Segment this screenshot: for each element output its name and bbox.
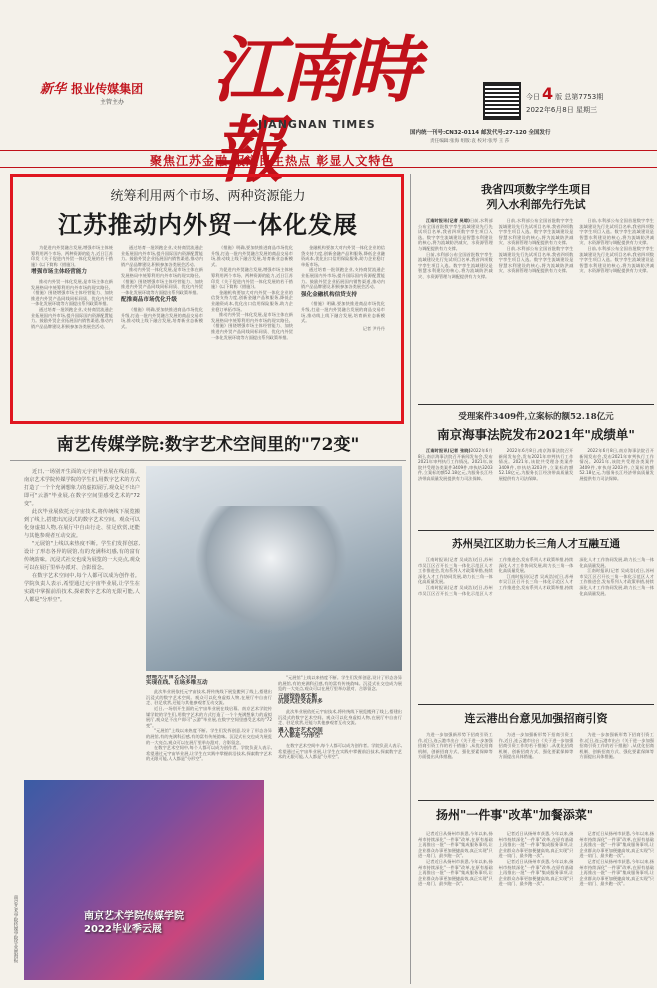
lead-body-5b: 金融机构要加大对内外贸一体化企业的信贷支持力度,创新金融产品和服务,降低企业融资成本,优化出口信用保险服务,助力企业稳订单拓市场。 (301, 245, 385, 267)
suzhou-body-3: 江南时报讯(记者 吴成浩)近日,苏州市吴江区召开长三角一体化示范区人才工作推进会,发布系列人才政策举措,持续深化人才工作协同发展,助力长三角一体化高质量发展。 (498, 557, 654, 590)
lead-body-1b: 为促进内外贸融合发展,增强市场主体统筹利用两个市场、两种资源的能力,近日江苏印发《关于促进内外贸一体化发展的若干措施》(以下简称《措施》)。 (211, 267, 293, 290)
yangzhou-body-3: 记者近日从扬州市获悉,今年以来,扬州市持续深化"一件事"改革,在原有基础上再推出一批"一件事"集成服务事项,让企业群众办事更加便捷高效,真正实现"只进一扇门、最多跑一次"。 (498, 831, 574, 859)
bottom-poster-title: 南京艺术学院传媒学院 2022毕业季云展 (84, 911, 184, 935)
right-top-body-5: 日前,水利部公布全国首批数字孪生流域建设先行先试项目名单,我省四项数字孪生项目入选。数字孪生流域建设是智慧水利建设的核心,将为流域防洪减灾、水资源管理与调配提供有力支撑。 (579, 218, 654, 246)
suzhou-headline: 苏州吴江区助力长三角人才互融互通 (452, 538, 620, 550)
edition-box (526, 84, 651, 124)
bottom-body-2b: 此次毕业展依托元宇宙技术,将传统线下展览搬到了线上,搭建出沉浸式的数字艺术空间。观众可以化身虚拟人物,在展厅中自由行走、驻足欣赏,还能与其他参观者互动交流。 (146, 689, 272, 706)
right-top-headline: 我省四项数字学生项目 列入水利部先行先试 (481, 183, 591, 211)
lead-sub-2: 配推商品市场优化升级 (121, 297, 177, 304)
lianyungang-headline: 连云港出台意见加强招商引资 (464, 712, 608, 725)
lead-body-4b: 《措施》明确,要加快推进商品市场优化升级,打造一批内外贸融合发展的商品交易市场,推动线上线下融合发展,培育新业态新模式。 (211, 245, 293, 267)
yangzhou-body-6: 记者近日从扬州市获悉,今年以来,扬州市持续深化"一件事"改革,在原有基础上再推出一批"一件事"集成服务事项,让企业群众办事更加便捷高效,真正实现"只进一扇门、最多跑一次"。 (579, 858, 654, 887)
yangzhou-body-2: 记者近日从扬州市获悉,今年以来,扬州市持续深化"一件事"改革,在原有基础上再推出一批"一件事"集成服务事项,让企业群众办事更加便捷高效,真正实现"只进一扇门、最多跑一次"。 (418, 858, 493, 887)
yangzhou-headline: 扬州"一件事"改革"加餐添菜" (436, 808, 594, 822)
slogan-bar (0, 150, 657, 168)
lead-body-3b: 推动内外贸一体化发展,是市场主体在新发展格局中统筹利用内外市场的现实路径。《措施》围绕增强市场主体经营能力、加快推进内外贸产品同线同标同质、优化内外贸一体化发展环境等方面提出系列政策举措。 (121, 267, 203, 295)
right-top-body-3: 日前,水利部公布全国首批数字孪生流域建设先行先试项目名单,我省四项数字孪生项目入选。数字孪生流域建设是智慧水利建设的核心,将为流域防洪减灾、水资源管理与调配提供有力支撑。 (498, 218, 574, 246)
lead-body-4: 《措施》明确,要加快推进商品市场优化升级,打造一批内外贸融合发展的商品交易市场,推动线上线下融合发展,培育新业态新模式。 (121, 306, 203, 329)
lianyungang-body-3: 为进一步加强新形势下招商引资工作,近日,连云港市出台《关于进一步加强招商引资工作的若干措施》,从优化招商机制、创新招商方式、强化要素保障等方面提出具体措施。 (579, 732, 654, 760)
lead-sub-1: 增强市场主体经营能力 (31, 269, 87, 276)
edition-unit: 版 (555, 93, 563, 101)
bottom-top-photo (146, 466, 402, 671)
right-top-body-6: 日前,水利部公布全国首批数字孪生流域建设先行先试项目名单,我省四项数字孪生项目入选。数字孪生流域建设是智慧水利建设的核心,将为流域防洪减灾、水资源管理与调配提供有力支撑。 (579, 245, 654, 274)
bottom-headline: 南艺传媒学院:数字艺术空间里的"72变" (56, 435, 360, 455)
lead-sub-3: 强化金融机构信贷支持 (301, 291, 357, 298)
bottom-body-2c: 此次毕业展依托元宇宙技术,将传统线下展览搬到了线上,搭建出沉浸式的数字艺术空间。观众可以化身虚拟人物,在展厅中自由行走、驻足欣赏,还能与其他参观者互动交流。 (278, 708, 402, 726)
lead-kicker: 统筹利用两个市场、两种资源能力 (110, 189, 306, 204)
lead-col-1 (31, 245, 113, 415)
suzhou-body-2: 江南时报讯(记者 吴成浩)近日,苏州市吴江区召开长三角一体化示范区人才工作推进会,发布系列人才政策举措,持续深化人才工作协同发展,助力长三角一体化高质量发展。 (418, 557, 574, 596)
group-sub: 主管主办 (100, 99, 125, 106)
lianyungang-body-2: 为进一步加强新形势下招商引资工作,近日,连云港市出台《关于进一步加强招商引资工作的若干措施》,从优化招商机制、创新招商方式、强化要素保障等方面提出具体措施。 (498, 732, 574, 760)
bottom-body-4: 在数字艺术空间中,每个人都可以成为创作者。学院负责人表示,希望通过元宇宙毕业展,让学生在实践中掌握前沿技术,探索数字艺术的无限可能,人人都是"分形空"。 (24, 573, 140, 603)
editors-line: 责任编辑:张海 组版:袁 校对:张琴 王 莎 (430, 139, 510, 144)
edition-pages: 4 (542, 84, 554, 103)
divider-2 (418, 530, 654, 531)
bottom-body-3: "元展馆"上线以来热度不断。学生们发挥创意,设计了形态各异的展馆,有的充满科幻感,有的富有传统韵味。沉浸式社交也成为展览的一大亮点,观众可以在展厅里举办派对、合影留念。 (24, 541, 140, 571)
cn-line: 国内统一刊号:CN32-0114 邮发代号:27-120 全国发行 (410, 130, 551, 136)
lead-body-5: 金融机构要加大对内外贸一体化企业的信贷支持力度,创新金融产品和服务,降低企业融资成本,优化出口信用保险服务,助力企业稳订单拓市场。 (211, 289, 293, 312)
suzhou-article (418, 536, 654, 656)
right-mid-body (418, 448, 654, 528)
yangzhou-article (418, 806, 654, 984)
right-mid-headline: 南京海事法院发布2021年"成绩单" (437, 427, 635, 442)
divider-4 (418, 800, 654, 801)
masthead-pinyin: JIANGNAN TIMES (258, 118, 376, 131)
divider-3 (418, 704, 654, 705)
yangzhou-body-4: 记者近日从扬州市获悉,今年以来,扬州市持续深化"一件事"改革,在原有基础上再推出一批"一件事"集成服务事项,让企业群众办事更加便捷高效,真正实现"只进一扇门、最多跑一次"。 (498, 858, 574, 887)
lead-byline: 记者 尹丹丹 (362, 325, 385, 331)
right-top-body-4: 日前,水利部公布全国首批数字孪生流域建设先行先试项目名单,我省四项数字孪生项目入选。数字孪生流域建设是智慧水利建设的核心,将为流域防洪减灾、水资源管理与调配提供有力支撑。 (498, 245, 574, 274)
bottom-sub-3: 遇入数字艺术空间 人人都是"分形空" (278, 727, 323, 740)
divider-1 (418, 404, 654, 405)
lead-body-2b: 通过培育一批领跑企业,支持商贸流通企业拓展国内外市场,提升国际国内资源配置能力。鼓励外贸企业拓展国内销售渠道,推动内销产品品牌建设,积极参加各类展会活动。 (31, 306, 113, 329)
bottom-col-1 (24, 468, 140, 768)
lead-headline: 江苏推动内外贸一体化发展 (58, 210, 358, 239)
lead-article (10, 174, 404, 424)
bottom-article (10, 430, 406, 985)
bottom-body-4b: 在数字艺术空间中,每个人都可以成为创作者。学院负责人表示,希望通过元宇宙毕业展,让学生在实践中掌握前沿技术,探索数字艺术的无限可能,人人都是"分形空"。 (146, 745, 272, 762)
bottom-sub-1: 搭建元宇宙艺术空间 实现在线、在场多维互动 (146, 675, 208, 686)
lead-body-2: 推动内外贸一体化发展,是市场主体在新发展格局中统筹利用内外市场的现实路径。《措施》围绕增强市场主体经营能力、加快推进内外贸产品同线同标同质、优化内外贸一体化发展环境等方面提出系列政策举措。 (31, 278, 113, 307)
bottom-sub-2: 元展馆热度不断 沉浸式社交花样多 (278, 693, 323, 706)
issue-date: 2022年6月8日 星期三 (526, 106, 597, 114)
bottom-poster-caption: 南京艺术学院传媒学院毕业展海报 (13, 895, 18, 963)
right-top-lead: 江南时报讯(记者 吴琼) (426, 218, 470, 223)
lead-body-1: 为促进内外贸融合发展,增强市场主体统筹利用两个市场、两种资源的能力,近日江苏印发《关于促进内外贸一体化发展的若干措施》(以下简称《措施》)。 (31, 245, 113, 267)
bottom-body-4c: 在数字艺术空间中,每个人都可以成为创作者。学院负责人表示,希望通过元宇宙毕业展,让学生在实践中掌握前沿技术,探索数字艺术的无限可能,人人都是"分形空"。 (278, 742, 402, 760)
lead-col-2 (121, 245, 203, 415)
right-mid-body-2: 2022年6月8日,南京海事法院召开新闻发布会,发布2021年审判执行工作情况。2021年,该院共受理各类案件3409件,审执结3203件,立案标的额52.18亿元,为服务长江经济带高质量发展提供有力司法保障。 (498, 448, 574, 481)
slogan-text: 聚焦江苏金融 报道民生热点 彰显人文特色 (150, 154, 395, 168)
suzhou-body (418, 557, 654, 657)
right-mid-article (418, 410, 654, 530)
bottom-body-1b: 近日,一场别开生面的元宇宙毕业展在线启幕。南京艺术学院传媒学院的学生们,用数字艺术的方式打造了一个个充满想象力的虚拟展厅,观众足不出户即可"云游"毕业展,在数字空间里感受艺术的"72变"。 (146, 705, 272, 728)
bottom-body-3b: "元展馆"上线以来热度不断。学生们发挥创意,设计了形态各异的展馆,有的充满科幻感,有的富有传统韵味。沉浸式社交也成为展览的一大亮点,观众可以在展厅里举办派对、合影留念。 (146, 728, 272, 745)
lead-col-3 (211, 245, 293, 415)
yangzhou-body (418, 831, 654, 981)
qr-code (483, 82, 521, 120)
right-top-body-text: 日前,水利部公布全国首批数字孪生流域建设先行先试项目名单,我省四项数字孪生项目入选。数字孪生流域建设是智慧水利建设的核心,将为流域防洪减灾、水资源管理与调配提供有力支撑。 (418, 218, 493, 251)
group-logo-brand: 新华 (40, 82, 67, 97)
edition-label: 今日 (526, 93, 540, 101)
lead-body-2c: 推动内外贸一体化发展,是市场主体在新发展格局中统筹利用内外市场的现实路径。《措施》围绕增强市场主体经营能力、加快推进内外贸产品同线同标同质、优化内外贸一体化发展环境等方面提出系列政策举措。 (211, 312, 293, 340)
yangzhou-body-1: 记者近日从扬州市获悉,今年以来,扬州市持续深化"一件事"改革,在原有基础上再推出一批"一件事"集成服务事项,让企业群众办事更加便捷高效,真正实现"只进一扇门、最多跑一次"。 (418, 831, 493, 859)
lead-body-3c: 通过培育一批领跑企业,支持商贸流通企业拓展国内外市场,提升国际国内资源配置能力。鼓励外贸企业拓展国内销售渠道,推动内销产品品牌建设,积极参加各类展会活动。 (301, 267, 385, 290)
lianyungang-article (418, 710, 654, 800)
lead-body-3: 通过培育一批领跑企业,支持商贸流通企业拓展国内外市场,提升国际国内资源配置能力。鼓励外贸企业拓展国内销售渠道,推动内销产品品牌建设,积极参加各类展会活动。 (121, 245, 203, 267)
group-name: 报业传媒集团 (71, 82, 144, 96)
right-top-body (418, 218, 654, 398)
yangzhou-body-5: 记者近日从扬州市获悉,今年以来,扬州市持续深化"一件事"改革,在原有基础上再推出一批"一件事"集成服务事项,让企业群众办事更加便捷高效,真正实现"只进一扇门、最多跑一次"。 (579, 831, 654, 859)
right-mid-lead: 江南时报讯(记者 张晓) (426, 448, 471, 453)
masthead-title: 江南時報 (212, 27, 417, 192)
bottom-col-3 (278, 675, 402, 975)
lead-col-4 (301, 245, 385, 415)
suzhou-body-1: 江南时报讯(记者 吴成浩)近日,苏州市吴江区召开长三角一体化示范区人才工作推进会,发布系列人才政策举措,持续深化人才工作协同发展,助力长三角一体化高质量发展。 (418, 557, 493, 585)
bottom-top-photo-figure (196, 506, 346, 636)
right-top-body-2: 日前,水利部公布全国首批数字孪生流域建设先行先试项目名单,我省四项数字孪生项目入选。数字孪生流域建设是智慧水利建设的核心,将为流域防洪减灾、水资源管理与调配提供有力支撑。 (418, 251, 493, 279)
lianyungang-body-1: 为进一步加强新形势下招商引资工作,近日,连云港市出台《关于进一步加强招商引资工作的若干措施》,从优化招商机制、创新招商方式、强化要素保障等方面提出具体措施。 (418, 732, 493, 760)
right-mid-body-3: 2022年6月8日,南京海事法院召开新闻发布会,发布2021年审判执行工作情况。2021年,该院共受理各类案件3409件,审执结3203件,立案标的额52.18亿元,为服务长江经济带高质量发展提供有力司法保障。 (579, 448, 654, 481)
right-mid-body-text: 2022年6月8日,南京海事法院召开新闻发布会,发布2021年审判执行工作情况。2021年,该院共受理各类案件3409件,审执结3203件,立案标的额52.18亿元,为服务长江经济带高质量发展提供有力司法保障。 (418, 448, 493, 481)
issue-no: 总第7753期 (564, 93, 604, 101)
group-logo (40, 78, 180, 106)
bottom-body-2: 此次毕业展依托元宇宙技术,将传统线下展览搬到了线上,搭建出沉浸式的数字艺术空间。观众可以化身虚拟人物,在展厅中自由行走、驻足欣赏,还能与其他参观者互动交流。 (24, 509, 140, 539)
lead-body-4c: 《措施》明确,要加快推进商品市场优化升级,打造一批内外贸融合发展的商品交易市场,推动线上线下融合发展,培育新业态新模式。 (301, 301, 385, 324)
bottom-body-3c: "元展馆"上线以来热度不断。学生们发挥创意,设计了形态各异的展馆,有的充满科幻感,有的富有传统韵味。沉浸式社交也成为展览的一大亮点,观众可以在展厅里举办派对、合影留念。 (278, 675, 402, 692)
right-mid-kicker: 受理案件3409件,立案标的额52.18亿元 (458, 412, 614, 422)
column-divider (410, 174, 411, 984)
lianyungang-body (418, 732, 654, 802)
bottom-body-1: 近日,一场别开生面的元宇宙毕业展在线启幕。南京艺术学院传媒学院的学生们,用数字艺术的方式打造了一个个充满想象力的虚拟展厅,观众足不出户即可"云游"毕业展,在数字空间里感受艺术的"72变"。 (24, 469, 140, 507)
suzhou-body-4: 江南时报讯(记者 吴成浩)近日,苏州市吴江区召开长三角一体化示范区人才工作推进会,发布系列人才政策举措,持续深化人才工作协同发展,助力长三角一体化高质量发展。 (579, 568, 654, 596)
bottom-poster-photo (24, 780, 264, 980)
right-top-article (418, 182, 654, 400)
bottom-headline-rule (10, 460, 406, 461)
